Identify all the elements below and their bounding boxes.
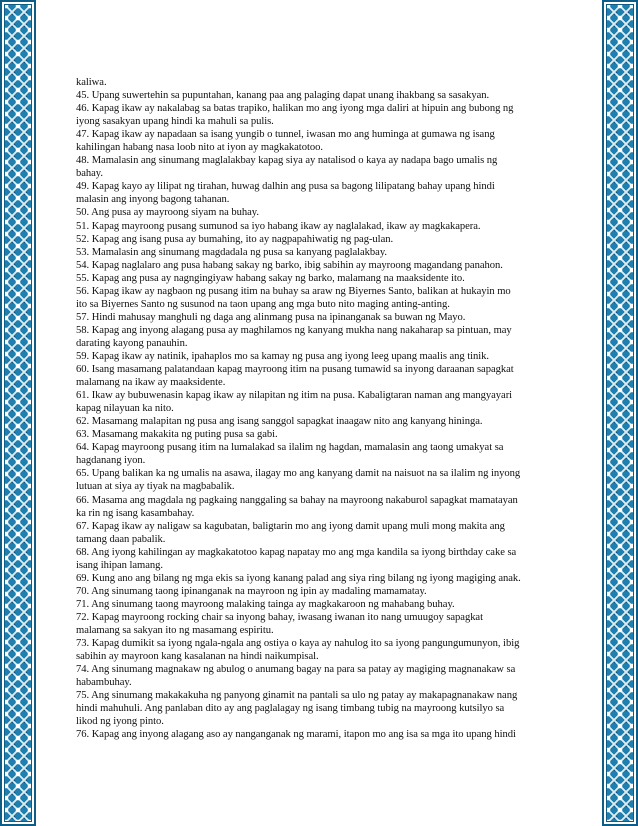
text-line: 65. Upang balikan ka ng umalis na asawa, ilagay mo ang kanyang damit na naisuot na sa ilalim ng inyong [76,468,521,480]
decorative-border-right [602,0,638,826]
text-line: 56. Kapag ikaw ay nagbaon ng pusang itim na buhay sa araw ng Biyernes Santo, balikan at hukayin mo [76,285,511,297]
text-line: 69. Kung ano ang bilang ng mga ekis sa iyong kanang palad ang siya ring bilang ng iyong magiging anak. [76,572,521,584]
text-line: 51. Kapag mayroong pusang sumunod sa iyo habang ikaw ay naglalakad, ikaw ay magkakapera. [76,220,481,232]
text-line: 58. Kapag ang inyong alagang pusa ay maghilamos ng kanyang mukha nang nakaharap sa pintuan, may [76,324,512,336]
text-line: darating kayong panauhin. [76,337,188,349]
text-line: 61. Ikaw ay bubuwenasin kapag ikaw ay nilapitan ng itim na pusa. Kabaligtaran naman ang mangyayari [76,390,513,402]
text-line: 57. Hindi mahusay manghuli ng daga ang alinmang pusa na ipinanganak sa buwan ng Mayo. [76,311,466,323]
text-line: iyong sasakyan upang hindi ka mahuli sa pulis. [76,116,274,128]
text-line: 63. Masamang makakita ng puting pusa sa gabi. [76,429,278,441]
text-line: 62. Masamang malapitan ng pusa ang isang sanggol sapagkat inaagaw nito ang kanyang hininga. [76,416,483,428]
text-line: 46. Kapag ikaw ay nakalabag sa batas trapiko, halikan mo ang iyong mga daliri at hipuin ang bubong ng [76,103,514,115]
text-line: sabihin ay mayroon kang kasalanan na hindi naikumpisal. [76,651,319,663]
text-line: 54. Kapag naglalaro ang pusa habang sakay ng barko, ibig sabihin ay mayroong magandang panahon. [76,259,503,271]
text-line: bahay. [76,168,103,180]
text-line: malamang na ikaw ay maaksidente. [76,377,226,389]
text-line: 53. Mamalasin ang sinumang magdadala ng pusa sa kanyang paglalakbay. [76,246,387,258]
text-line: kahilingan habang nasa loob nito at iyon ay magkakatotoo. [76,142,323,154]
text-line: isang ihipan lamang. [76,559,163,571]
text-line: kaliwa. [76,77,107,88]
text-line: likod ng iyong pinto. [76,716,164,728]
text-line: malamang sa sakyan ito ng masamang espiritu. [76,624,274,636]
decorative-border-left [0,0,36,826]
text-line: 68. Ang iyong kahilingan ay magkakatotoo kapag napatay mo ang mga kandila sa iyong birthday cake sa [76,546,517,558]
text-line: ito sa Biyernes Santo ng susunod na taon upang ang mga buto nito maging anting-anting. [76,298,450,310]
text-line: tamang daan pabalik. [76,533,166,545]
text-line: malasin ang inyong bagong tahanan. [76,194,230,206]
text-line: 64. Kapag mayroong pusang itim na lumalakad sa ilalim ng hagdan, mamalasin ang taong umakyat sa [76,442,504,454]
text-line: 66. Masama ang magdala ng pagkaing nanggaling sa bahay na mayroong nakaburol sapagkat mamatayan [76,494,518,506]
text-line: ka rin ng isang kasambahay. [76,507,195,519]
text-line: 72. Kapag mayroong rocking chair sa inyong bahay, iwasang iwanan ito nang umuugoy sapagkat [76,611,483,623]
text-line: 74. Ang sinumang magnakaw ng abulog o anumang bagay na para sa patay ay magiging magnanakaw sa [76,664,516,676]
text-line: 52. Kapag ang isang pusa ay bumahing, ito ay nagpapahiwatig ng pag-ulan. [76,233,394,245]
text-line: kapag nilayuan ka nito. [76,403,174,415]
text-line: 73. Kapag dumikit sa iyong ngala-ngala ang ostiya o kaya ay nahulog ito sa iyong pangungumunyon, ibig [76,638,520,650]
text-line: 76. Kapag ang inyong alagang aso ay nanganganak ng marami, itapon mo ang isa sa mga ito upang hindi [76,729,516,741]
text-line: 47. Kapag ikaw ay napadaan sa isang yungib o tunnel, iwasan mo ang huminga at gumawa ng isang [76,129,495,141]
text-line: 71. Ang sinumang taong mayroong malaking tainga ay magkakaroon ng mahabang buhay. [76,598,455,610]
text-line: lutuan at siya ay tiyak na magbabalik. [76,481,235,493]
text-line: 70. Ang sinumang taong ipinanganak na mayroon ng ipin ay madaling mamamatay. [76,585,427,597]
text-line: hagdanang iyon. [76,455,146,467]
text-line: 60. Isang masamang palatandaan kapag mayroong itim na pusang tumawid sa inyong daraanan sapagkat [76,364,514,376]
text-line: 49. Kapag kayo ay lilipat ng tirahan, huwag dalhin ang pusa sa bagong lilipatang bahay upang hindi [76,181,495,193]
text-line: 59. Kapag ikaw ay natinik, ipahaplos mo sa kamay ng pusa ang iyong leeg upang maalis ang tinik. [76,350,490,362]
text-line: 67. Kapag ikaw ay naligaw sa kagubatan, baligtarin mo ang iyong damit upang muli mong makita ang [76,520,505,532]
text-line: 48. Mamalasin ang sinumang maglalakbay kapag siya ay natalisod o kaya ay nadapa bago umalis ng [76,155,498,167]
text-line: 55. Kapag ang pusa ay nagngingiyaw habang sakay ng barko, malamang na maaksidente ito. [76,272,465,284]
text-line: hindi mahuhuli. Ang panlaban dito ay ang paglalagay ng isang timbang tubig na mayroong kutsilyo sa [76,703,505,715]
text-line: 75. Ang sinumang makakakuha ng panyong ginamit na pantali sa ulo ng patay ay makapagnanakaw nang [76,690,518,702]
text-line: habambuhay. [76,677,132,689]
text-line: 45. Upang suwertehin sa pupuntahan, kanang paa ang palaging dapat unang ihakbang sa sasakyan. [76,90,490,102]
document-body [76,76,566,741]
text-line: 50. Ang pusa ay mayroong siyam na buhay. [76,207,259,219]
